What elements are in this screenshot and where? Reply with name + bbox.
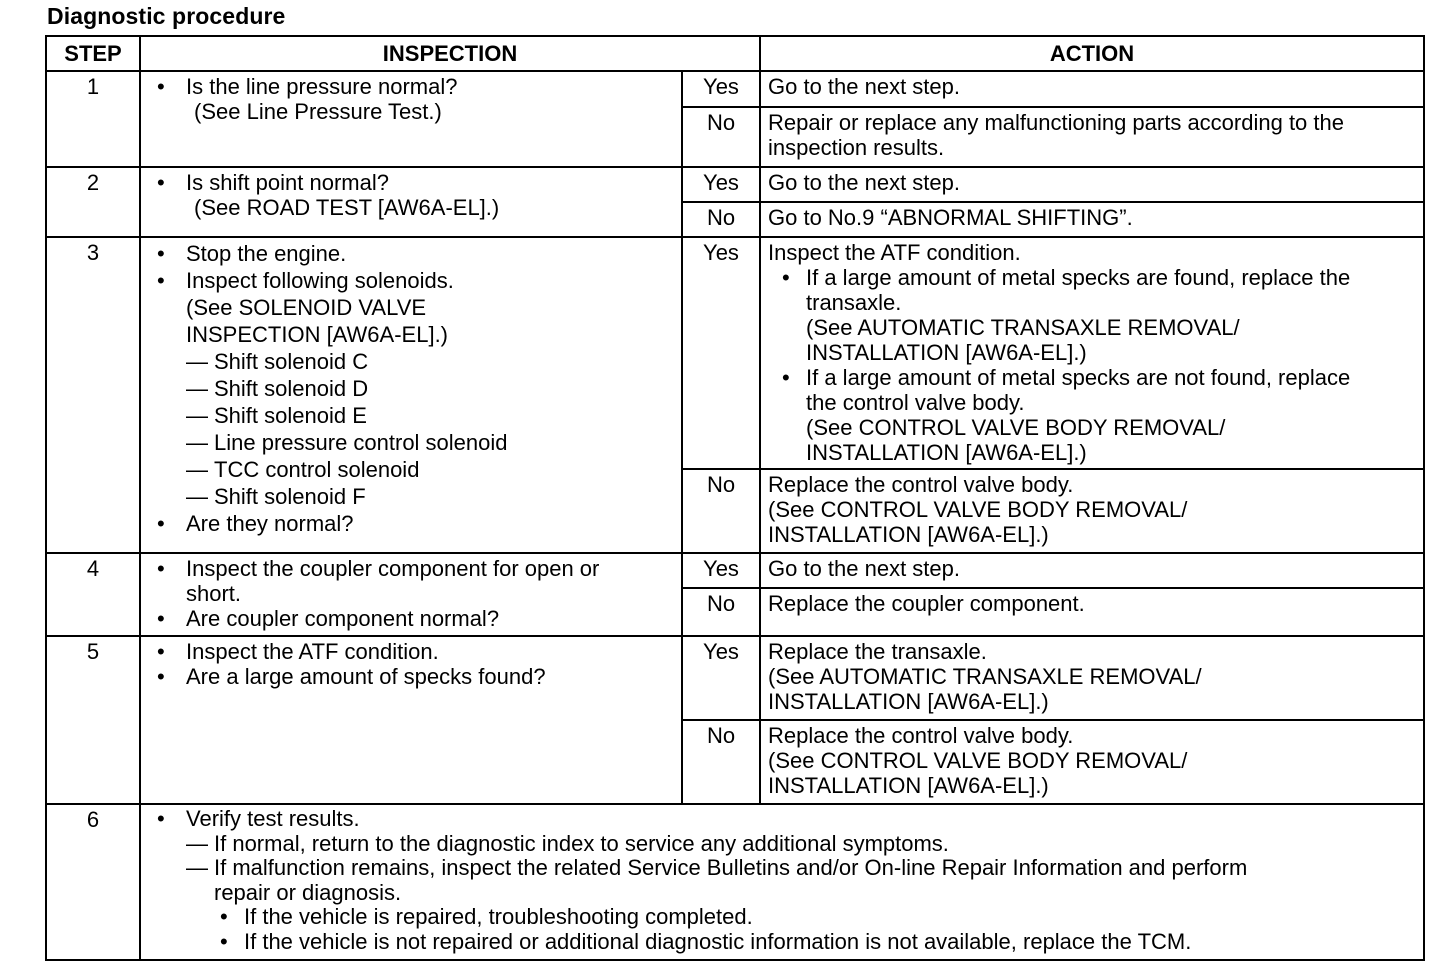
- list-item: • Stop the engine.: [153, 240, 671, 267]
- yes-label: Yes: [682, 71, 760, 107]
- step-number: 3: [46, 237, 140, 553]
- table-row: [46, 237, 1424, 469]
- list-item: — If malfunction remains, inspect the related Service Bulletins and/or On-line Repair Information and perform repair or diagnosis. • If the vehicle is repaired, troubleshooting completed. • If the vehicle is not repaired or additional diagnostic information is not available, replace the TCM.: [186, 856, 1413, 954]
- yes-action: Inspect the ATF condition. • If a large amount of metal specks are found, replace the transaxle. (See AUTOMATIC TRANSAXLE REMOVAL/ INSTALLATION [AW6A-EL].) • If a large amount of metal specks are not found, replace the control valve body. (See CONTROL VALVE BODY REMOVAL/ INSTALLATION [AW6A-EL].): [760, 237, 1424, 469]
- list-item: • Is the line pressure normal? (See Line Pressure Test.): [153, 74, 671, 124]
- step-number: 4: [46, 553, 140, 636]
- no-action: Replace the control valve body. (See CONTROL VALVE BODY REMOVAL/ INSTALLATION [AW6A-EL].): [760, 720, 1424, 804]
- step-number: 1: [46, 71, 140, 167]
- header-inspection: INSPECTION: [140, 36, 760, 71]
- inspection-cell: [140, 237, 682, 553]
- list-item: • Are a large amount of specks found?: [153, 664, 671, 689]
- inspection-cell: [140, 71, 682, 167]
- list-item: • If the vehicle is repaired, troubleshooting completed.: [214, 905, 1413, 930]
- yes-label: Yes: [682, 636, 760, 720]
- list-item: • If a large amount of metal specks are not found, replace the control valve body. (See CONTROL VALVE BODY REMOVAL/ INSTALLATION [AW6A-EL].): [776, 365, 1417, 465]
- list-item: — Shift solenoid D: [186, 375, 671, 402]
- table-row: [46, 553, 1424, 588]
- no-label: No: [682, 469, 760, 553]
- list-item: • If the vehicle is not repaired or additional diagnostic information is not available, replace the TCM.: [214, 930, 1413, 955]
- list-item: • If a large amount of metal specks are found, replace the transaxle. (See AUTOMATIC TRANSAXLE REMOVAL/ INSTALLATION [AW6A-EL].): [776, 265, 1417, 365]
- list-item: • Are they normal?: [153, 510, 671, 537]
- yes-action: Go to the next step.: [760, 553, 1424, 588]
- step-number: 6: [46, 804, 140, 960]
- no-label: No: [682, 202, 760, 237]
- inspection-cell: [140, 167, 682, 237]
- list-item: • Is shift point normal? (See ROAD TEST [AW6A-EL].): [153, 170, 671, 220]
- step-number: 2: [46, 167, 140, 237]
- inspection-cell: [140, 804, 1424, 960]
- no-action: Go to No.9 “ABNORMAL SHIFTING”.: [760, 202, 1424, 237]
- table-row: [46, 636, 1424, 720]
- list-item: • Inspect the coupler component for open or short.: [153, 556, 671, 606]
- no-action: Replace the coupler component.: [760, 588, 1424, 636]
- yes-action: Go to the next step.: [760, 167, 1424, 202]
- inspection-cell: [140, 553, 682, 636]
- list-item: — If normal, return to the diagnostic index to service any additional symptoms.: [186, 832, 1413, 857]
- yes-action: Go to the next step.: [760, 71, 1424, 107]
- yes-label: Yes: [682, 167, 760, 202]
- no-action: Repair or replace any malfunctioning parts according to the inspection results.: [760, 107, 1424, 167]
- no-action: Replace the control valve body. (See CONTROL VALVE BODY REMOVAL/ INSTALLATION [AW6A-EL].): [760, 469, 1424, 553]
- inspection-cell: [140, 636, 682, 804]
- header-action: ACTION: [760, 36, 1424, 71]
- list-item: • Inspect following solenoids. (See SOLENOID VALVE INSPECTION [AW6A-EL].) — Shift solenoid C — Shift solenoid D — Shift solenoid E — Line pressure control solenoid — TCC control solenoid — Shift solenoid F: [153, 267, 671, 510]
- list-item: — Shift solenoid E: [186, 402, 671, 429]
- table-row: [46, 71, 1424, 107]
- diagnostic-procedure-table: [45, 35, 1425, 961]
- list-item: — TCC control solenoid: [186, 456, 671, 483]
- no-label: No: [682, 107, 760, 167]
- list-item: — Shift solenoid C: [186, 348, 671, 375]
- yes-label: Yes: [682, 237, 760, 469]
- header-row: [46, 36, 1424, 71]
- list-item: — Shift solenoid F: [186, 483, 671, 510]
- no-label: No: [682, 720, 760, 804]
- no-label: No: [682, 588, 760, 636]
- table-row: [46, 167, 1424, 202]
- page-title: Diagnostic procedure: [47, 3, 286, 29]
- yes-label: Yes: [682, 553, 760, 588]
- list-item: • Are coupler component normal?: [153, 606, 671, 631]
- step-number: 5: [46, 636, 140, 804]
- list-item: — Line pressure control solenoid: [186, 429, 671, 456]
- yes-action: Replace the transaxle. (See AUTOMATIC TRANSAXLE REMOVAL/ INSTALLATION [AW6A-EL].): [760, 636, 1424, 720]
- list-item: • Inspect the ATF condition.: [153, 639, 671, 664]
- list-item: • Verify test results. — If normal, return to the diagnostic index to service any additional symptoms. — If malfunction remains, inspect the related Service Bulletins and/or On-line Repair Information and perform repair or diagnosis. • If the vehicle is repaired, troubleshooting completed. • If the vehicle is not repaired or additional diagnostic information is not available, replace the TCM.: [153, 807, 1413, 954]
- header-step: STEP: [46, 36, 140, 71]
- table-row: [46, 804, 1424, 960]
